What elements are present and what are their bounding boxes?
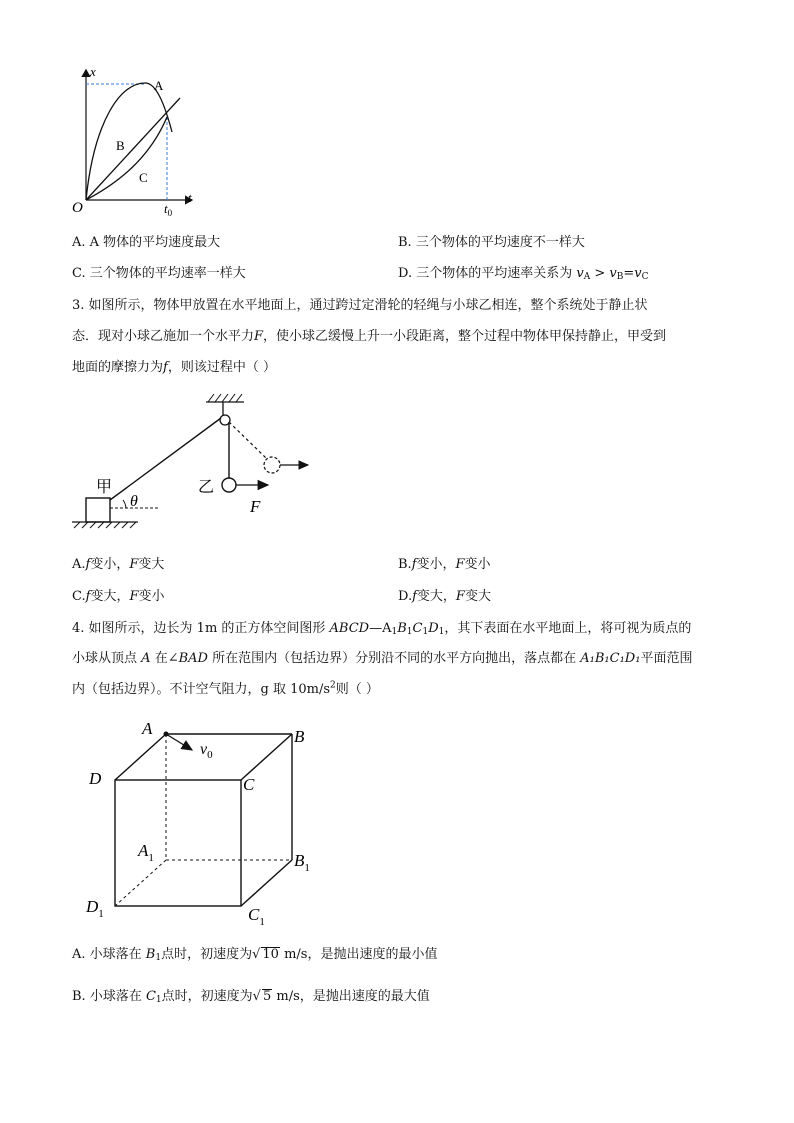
option-4b: B. 小球落在 $C_1$点时，初速度为√ 5 m/s，是抛出速度的最大值 — [72, 989, 430, 1005]
axis-t-label: t — [188, 190, 192, 205]
label-c1: $C_1$ — [248, 905, 265, 928]
pulley-figure — [68, 388, 318, 530]
option-3b: B.f变小，F变小 — [398, 557, 491, 572]
label-v0: $v_0$ — [200, 741, 213, 761]
edge-bc — [241, 734, 292, 780]
axis-x-label: x — [90, 64, 96, 79]
label-theta: θ — [130, 493, 138, 510]
option-4a: A. 小球落在 $B_1$点时，初速度为√ 10 m/s，是抛出速度的最小值 — [72, 947, 438, 963]
velocity-arrow — [166, 734, 192, 750]
xt-graph — [60, 62, 210, 220]
ball-dashed — [264, 457, 280, 473]
label-d1: $D_1$ — [86, 897, 104, 920]
origin-label: O — [72, 200, 83, 216]
q4-line-2: 小球从顶点 A 在∠BAD 所在范围内（包括边界）分别沿不同的水平方向抛出，落点都在 A₁B₁C₁D₁平面范围 — [72, 651, 693, 666]
option-2a: A. A 物体的平均速度最大 — [72, 235, 221, 250]
q4-line-3: 内（包括边界）。不计空气阻力，g 取 $10m/s^2$则（ ） — [72, 680, 379, 697]
label-a: A — [142, 719, 153, 738]
cube-front-face — [115, 780, 241, 906]
line-b — [86, 98, 180, 200]
option-2c: C. 三个物体的平均速率一样大 — [72, 266, 246, 281]
q3-line-1: 3. 如图所示，物体甲放置在水平地面上，通过跨过定滑轮的轻绳与小球乙相连，整个系统处于静止状 — [72, 298, 648, 313]
label-yi: 乙 — [198, 479, 215, 496]
ball-yi — [222, 478, 236, 492]
edge-b1c1 — [241, 860, 292, 906]
label-c: C — [243, 775, 255, 794]
theta-arc — [123, 500, 126, 508]
option-3a: A.f变小，F变大 — [72, 557, 165, 572]
option-2b: B. 三个物体的平均速度不一样大 — [398, 235, 585, 250]
q3-line-3: 地面的摩擦力为f，则该过程中（ ） — [72, 360, 276, 375]
block-jia — [86, 498, 110, 522]
ceiling-hatch — [208, 394, 242, 402]
option-3c: C.f变大，F变小 — [72, 589, 165, 604]
label-jia: 甲 — [96, 479, 113, 496]
q3-line-2: 态．现对小球乙施加一个水平力F，使小球乙缓慢上升一小段距离，整个过程中物体甲保持静止，甲受到 — [72, 329, 667, 344]
q4-line-1: 4. 如图所示，边长为 1m 的正方体空间图形 $ABCD—A_1B_1C_1D_1$，其下表面在水平地面上，将可视为质点的 — [72, 621, 692, 637]
label-a1: $A_1$ — [138, 841, 154, 864]
option-2d: D. 三个物体的平均速率关系为 $v_A > v_B=v_C$ — [398, 266, 649, 282]
t0-label: $t_0$ — [164, 201, 173, 218]
curve-a — [86, 83, 172, 200]
edge-a1d1-hidden — [115, 860, 166, 906]
option-3d: D.f变大，F变大 — [398, 589, 491, 604]
curve-a-label: A — [154, 78, 164, 93]
line-b-label: B — [116, 138, 125, 153]
edge-ad — [115, 734, 166, 780]
label-d: D — [89, 769, 102, 788]
cube-figure — [80, 716, 330, 930]
curve-c-label: C — [139, 170, 148, 185]
rope-dashed — [229, 422, 266, 458]
label-force: F — [250, 497, 261, 516]
ground-hatch — [74, 522, 136, 528]
label-b1: $B_1$ — [294, 851, 310, 874]
label-b: B — [294, 727, 305, 746]
